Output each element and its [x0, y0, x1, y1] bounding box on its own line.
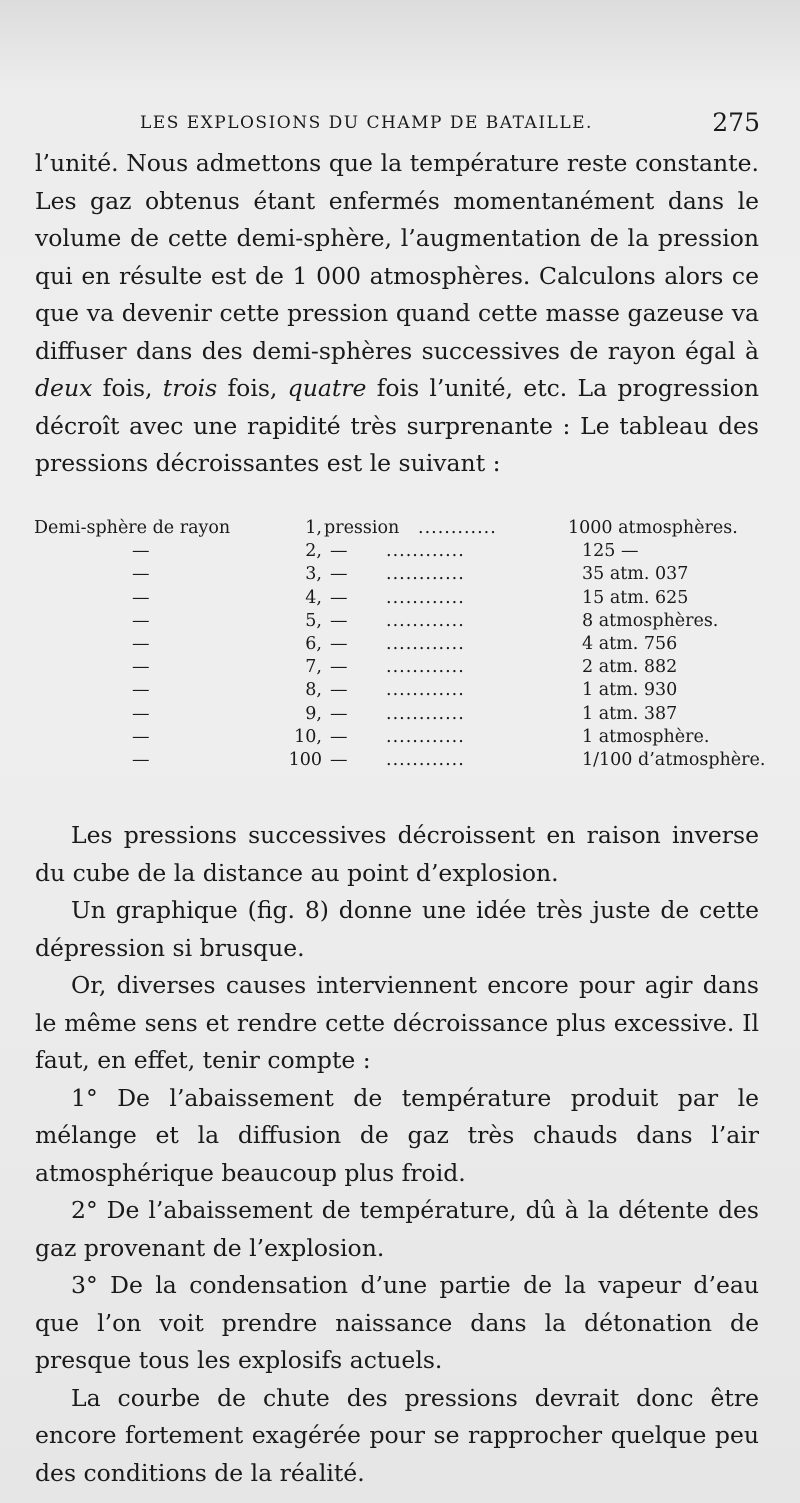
row-ditto-pressure: — — [330, 541, 348, 562]
row-dots: ............ — [386, 726, 465, 747]
row-radius: 8, — [305, 680, 322, 701]
table-row — [34, 704, 764, 727]
row-ditto-label: — — [132, 680, 150, 701]
row-value: 4 atm. 756 — [582, 633, 678, 654]
row-dots: ............ — [386, 564, 465, 585]
table-row — [34, 680, 764, 703]
word-trois: trois — [162, 374, 218, 402]
row-dots: ............ — [418, 518, 497, 538]
paragraph-cause-3: 3° De la condensation d’une partie de la vapeur d’eau que l’on voit prendre naissance dans la détonation de presque tous les explosifs actuels. — [35, 1271, 759, 1374]
row-ditto-label: — — [132, 610, 150, 631]
paragraph-cause-2: 2° De l’abaissement de température, dû à la détente des gaz provenant de l’explosion. — [35, 1196, 759, 1262]
row-ditto-label: — — [132, 587, 150, 608]
row-radius: 5, — [305, 610, 322, 631]
row-ditto-pressure: — — [330, 657, 348, 678]
table-row — [34, 611, 764, 634]
paragraph-cause-1: 1° De l’abaissement de température produit par le mélange et la diffusion de gaz très chauds dans l’air atmosphérique beaucoup plus froid. — [35, 1083, 759, 1187]
paragraph-graphique: Un graphique (fig. 8) donne une idée très juste de cette dépression si brusque. — [35, 896, 759, 962]
intro-rest: fois l’unité, etc. La progression décroît avec une rapidité très surprenante : Le tableau des pressions décroissantes est le suivant : — [35, 374, 759, 477]
intro-fois-2: fois, — [217, 374, 288, 402]
row-ditto-label: — — [132, 726, 150, 747]
row-value: 8 atmosphères. — [582, 610, 719, 631]
row-dots: ............ — [386, 657, 465, 678]
row-value: 1 atm. 387 — [582, 703, 678, 724]
row-radius: 2, — [305, 541, 322, 562]
intro-paragraph — [35, 145, 759, 483]
row-value: 1 atmosphère. — [582, 726, 710, 747]
row-ditto-pressure: — — [330, 749, 348, 770]
table-row — [34, 518, 764, 541]
row-ditto-pressure: — — [330, 703, 348, 724]
row-ditto-label: — — [132, 703, 150, 724]
table-row — [34, 657, 764, 680]
word-quatre: quatre — [287, 374, 367, 402]
row-radius: 4, — [305, 587, 322, 608]
row-ditto-label: — — [132, 564, 150, 585]
row-value: 1 atm. 930 — [582, 680, 678, 701]
row-value: 35 atm. 037 — [582, 564, 689, 585]
row-value: 1000 atmosphères. — [568, 518, 738, 538]
row-ditto-label: — — [132, 749, 150, 770]
row-radius: 6, — [305, 633, 322, 654]
row-radius: 100 — [288, 749, 322, 770]
row-radius: 10, — [294, 726, 322, 747]
table-row — [34, 750, 764, 773]
table-row — [34, 634, 764, 657]
row-ditto-label: — — [132, 541, 150, 562]
running-head-title: LES EXPLOSIONS DU CHAMP DE BATAILLE. — [140, 113, 593, 133]
row-value: 1/100 d’atmosphère. — [582, 749, 766, 770]
paragraph-causes: Or, diverses causes interviennent encore pour agir dans le même sens et rendre cette décroissance plus excessive. Il faut, en effet, tenir compte : — [35, 971, 759, 1074]
table-row — [34, 727, 764, 750]
row-radius: 9, — [305, 703, 322, 724]
row-dots: ............ — [386, 749, 465, 770]
row-ditto-pressure: — — [330, 587, 348, 608]
row-dots: ............ — [386, 680, 465, 701]
row-ditto-pressure: — — [330, 726, 348, 747]
body-text — [35, 817, 759, 1492]
page-number: 275 — [712, 108, 760, 137]
row-value: 15 atm. 625 — [582, 587, 689, 608]
row-ditto-pressure: — — [330, 610, 348, 631]
row-ditto-label: — — [132, 657, 150, 678]
row-dots: ............ — [386, 541, 465, 562]
paragraph-inverse-cube: Les pressions successives décroissent en raison inverse du cube de la distance au point d’explosion. — [35, 821, 759, 887]
row-radius: 3, — [305, 564, 322, 585]
pressure-table — [34, 518, 764, 773]
row-dots: ............ — [386, 703, 465, 724]
paragraph-conclusion: La courbe de chute des pressions devrait donc être encore fortement exagérée pour se rapprocher quelque peu des conditions de la réalité. — [35, 1383, 759, 1487]
row-ditto-label: — — [132, 633, 150, 654]
word-deux: deux — [35, 374, 93, 402]
row-dots: ............ — [386, 610, 465, 631]
intro-text: l’unité. Nous admettons que la température reste constante. Les gaz obtenus étant enfermés momentanément dans le volume de cette demi-sphère, l’augmentation de la pression qui en résulte est de 1 000 atmosphères. Calculons alors ce que va devenir cette pression quand cette masse gazeuse va diffuser dans des demi-sphères successives de rayon égal à — [35, 149, 759, 365]
row-radius: 1, — [305, 518, 322, 538]
row-ditto-pressure: — — [330, 633, 348, 654]
row-dots: ............ — [386, 587, 465, 608]
row-value: 2 atm. 882 — [582, 657, 678, 678]
row-ditto-pressure: — — [330, 564, 348, 585]
row-label: Demi-sphère de rayon — [34, 518, 231, 538]
row-value: 125 — — [582, 541, 639, 562]
table-row — [34, 564, 764, 587]
row-dots: ............ — [386, 633, 465, 654]
row-pressure-word: pression — [324, 518, 400, 538]
table-row — [34, 588, 764, 611]
intro-fois-1: fois, — [92, 374, 163, 402]
row-radius: 7, — [305, 657, 322, 678]
row-ditto-pressure: — — [330, 680, 348, 701]
table-row — [34, 541, 764, 564]
